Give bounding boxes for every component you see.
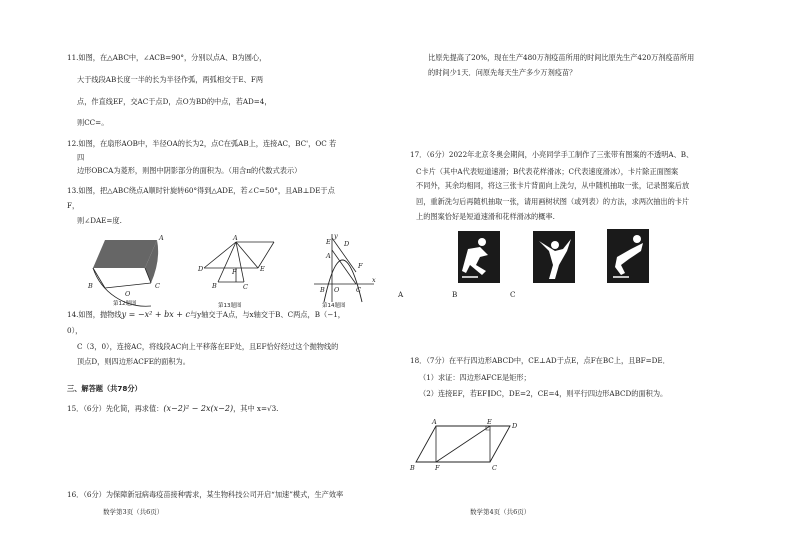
fig18-label-a: A [432,418,437,426]
q14-line-3: C（3，0），连接AC，将线段AC向上平移落在EF处，且EF恰好经过这个抛物线的 [77,342,339,351]
fig14-label-x: x [372,276,376,284]
card-a-short-track-icon [458,231,500,283]
figure-13-triangles [196,234,282,308]
q13-line-1: 13.如图，把△ABC绕点A顺时针旋转60°得到△ADE，若∠C=50°，且AB⊥DE于点 [67,186,335,195]
fig13-label-e: E [260,265,265,273]
q15-pre: 15．（6分）先化简，再求值： [67,404,164,413]
q11-line-2: 大于线段AB长度一半的长为半径作弧，两弧相交于E、F两 [77,75,264,84]
right-footer: 数学第4页（共6页） [470,508,531,516]
fig13-label-d: D [198,265,204,273]
q13-line-2: F， [67,201,80,210]
q12-line-2: 四 [77,153,85,162]
fig14-label-c: C [356,286,361,294]
fig13-label-b: B [212,282,217,290]
card-c-speed-skating-icon [607,229,649,283]
q14-line-1 [67,310,345,320]
q16-cont-line-2: 的时间少1天．问原先每天生产多少万剂疫苗？ [428,68,577,77]
card-label-b: B [452,290,458,299]
fig14-label-f: F [358,262,363,270]
q13-line-3: 则∠DAE=度. [77,216,122,225]
figure-12-sector [85,228,175,308]
fig13-label-a: A [233,234,238,242]
q15-value: √3 [267,404,277,413]
fig13-caption: 第13题图 [218,303,242,309]
q17-line-1: 17．（6分）2022年北京冬奥会期间，小亮同学手工制作了三张带有图案的不透明A、B、 [410,150,694,159]
q14-pre: 14.如图，抛物线 [67,310,122,319]
fig12-label-o: O [125,290,131,298]
q12-line-3: 边形OBCA为菱形，则图中阴影部分的面积为。（用含π的代数式表示） [77,166,302,175]
fig18-label-b: B [410,464,415,472]
q18-line-3: （2）连接EF，若EF∥DC，DE=2，CE=4，则平行四边形ABCD的面积为。 [419,389,668,398]
q16-line-1: 16．（6分）为保障新冠病毒疫苗接种需求，某生物科技公司开启“加速”模式，生产效率 [67,490,344,499]
fig14-label-y: y [334,232,338,240]
card-b-figure-skating-icon [533,231,575,283]
figure-18-parallelogram [410,418,522,472]
q11-line-3: 点，作直线EF，交AC于点D，点O为BD的中点，若AD=4， [77,97,272,106]
left-footer: 数学第3页（共6页） [103,508,164,516]
card-label-a: A [398,290,404,299]
q11-line-4: 则CC=。 [77,118,109,127]
fig18-label-f: F [435,464,440,472]
q17-line-5: 上的图案恰好是短道速滑和花样滑冰的概率. [416,212,555,221]
fig14-label-o: O [334,286,340,294]
fig12-label-a: A [159,234,164,242]
q17-line-2: C卡片（其中A代表短道速滑；B代表花样滑冰；C代表速度滑冰），卡片除正面图案 [416,167,679,176]
fig13-label-c: C [243,283,248,291]
q14-formula: y = −x² + bx + c [121,310,190,319]
q17-line-3: 不同外，其余均相同，将这三张卡片背面向上洗匀，从中随机抽取一张，记录图案后放 [416,181,690,190]
fig12-caption: 第12题图 [113,301,137,307]
section-3-heading: 三、解答题（共78分） [67,384,142,393]
fig18-label-e: E [487,418,492,426]
q14-line-2: 0）， [67,326,83,335]
q12-line-1: 12.如图，在扇形AOB中，半径OA的长为2，点C在弧AB上，连接AC，BC'，OC 若 [67,139,337,148]
fig18-label-c: C [492,464,497,472]
q18-line-1: 18．（7分）在平行四边形ABCD中，CE⊥AD于点E，点F在BC上，且BF=DE． [410,356,670,365]
fig14-label-b: B [320,286,325,294]
q15-mid: ，其中 x= [233,404,268,413]
q11-line-1: 11.如图，在△ABC中，∠ACB=90°，分别以点A、B为圆心， [67,53,267,62]
fig12-label-b: B [88,282,93,290]
card-label-c: C [510,290,516,299]
q15-formula: (x−2)² − 2x(x−2) [163,404,234,413]
q17-line-4: 回，重新洗匀后再随机抽取一张，请用画树状图（或列表）的方法，求两次抽出的卡片 [416,197,690,206]
q15 [67,404,278,414]
figure-14-parabola [312,232,378,308]
fig12-label-c: C [155,282,160,290]
fig14-label-a: A [326,252,331,260]
fig14-label-d: D [344,240,350,248]
fig18-label-d: D [512,422,518,430]
fig14-caption: 第14题图 [322,303,346,309]
q15-end: . [276,404,279,413]
q16-cont-line-1: 比原先提高了20%，现在生产480万剂疫苗所用的时间比原先生产420万剂疫苗所用 [428,53,695,62]
q14-line-4: 顶点D，则四边形ACFE的面积为。 [77,357,190,366]
fig14-label-e: E [326,238,331,246]
q14-post: 与y轴交于A点，与x轴交于B、C两点，B（−1， [189,310,345,319]
fig13-label-f: F [232,268,237,276]
q18-line-2: （1）求证：四边形AFCE是矩形； [419,373,531,382]
